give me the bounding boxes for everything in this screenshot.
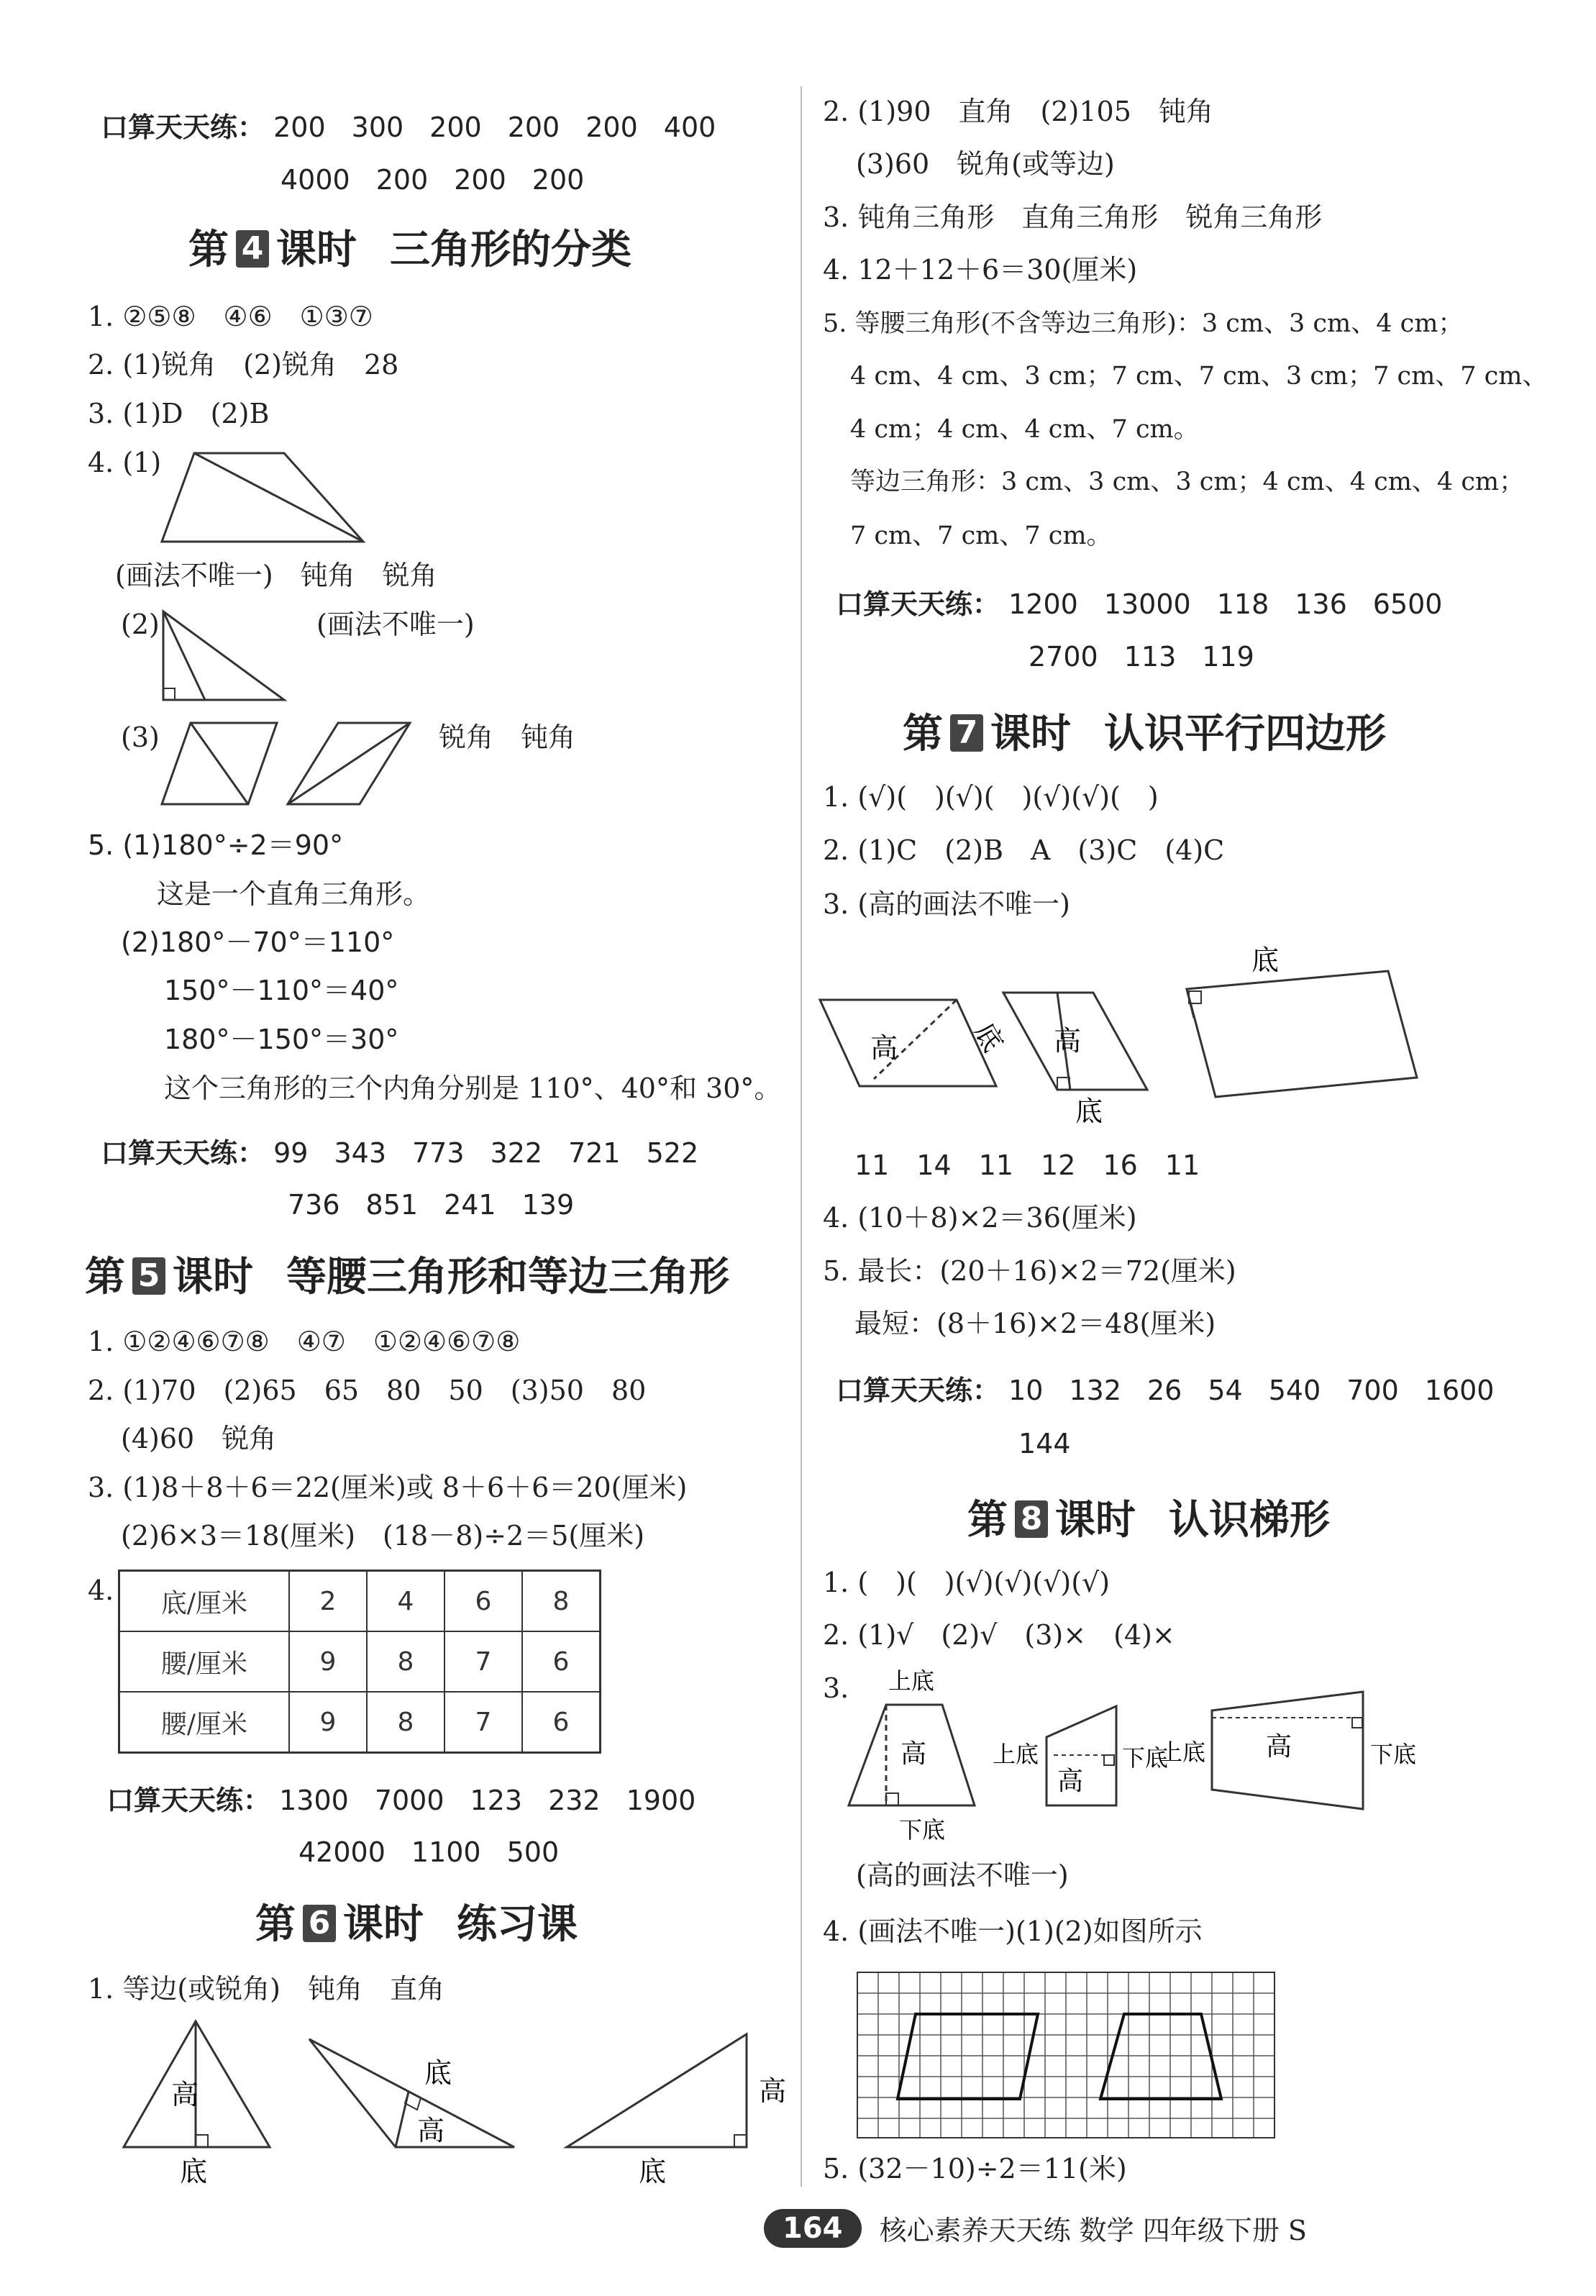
kousuan-5-row2: 42000 1100 500	[298, 1836, 560, 1868]
tz1-xiadi-label: 下底	[899, 1816, 946, 1844]
l8-note: (高的画法不唯一)	[856, 1859, 1069, 1891]
kousuan-0-row1: 口算天天练： 200 300 200 200 200 400	[101, 111, 716, 143]
l7-q1: 1. (√)( )(√)( )(√)(√)( )	[823, 781, 1159, 813]
l4-q4-3: (3)	[121, 721, 160, 753]
table-row: 腰/厘米 9 8 7 6	[119, 1692, 601, 1753]
tz2-shangdi-label: 上底	[993, 1741, 1039, 1768]
l4-q4-note2: (画法不唯一)	[316, 609, 475, 640]
column-divider	[801, 86, 802, 2187]
l5-q1: 1. ①②④⑥⑦⑧ ④⑦ ①②④⑥⑦⑧	[88, 1326, 521, 1357]
kousuan-7-row1: 口算天天练： 10 132 26 54 540 700 1600	[836, 1375, 1495, 1406]
l7-q5a: 5. 最长：(20＋16)×2＝72(厘米)	[823, 1255, 1236, 1287]
l4-q1: 1. ②⑤⑧ ④⑥ ①③⑦	[88, 301, 373, 332]
kousuan-7-row2: 144	[1018, 1428, 1071, 1459]
l8-grid-figure	[856, 1971, 1277, 2144]
trapezoid-figure	[158, 450, 367, 550]
l8-trapezoids-figure	[849, 1662, 1496, 1844]
r-q2b: (3)60 锐角(或等边)	[856, 148, 1115, 180]
l7-q3: 3. (高的画法不唯一)	[823, 888, 1070, 920]
fig1-gao-label: 高	[171, 2079, 199, 2110]
l7-q4: 4. (10＋8)×2＝36(厘米)	[823, 1202, 1137, 1234]
l8-q5: 5. (32－10)÷2＝11(米)	[823, 2153, 1127, 2185]
l4-q5-3: (2)180°－70°＝110°	[121, 926, 395, 958]
fig2-gao-label: 高	[417, 2115, 445, 2146]
tz1-shangdi-label: 上底	[888, 1667, 935, 1695]
pg2-di-label: 底	[1075, 1095, 1103, 1127]
l4-q5-6: 这个三角形的三个内角分别是 110°、40°和 30°。	[164, 1072, 782, 1104]
l4-q4-ans3: 锐角 钝角	[439, 721, 576, 753]
l6-triangles-figure	[115, 2014, 787, 2187]
l4-q4-1: 4. (1)	[88, 447, 162, 478]
l4-q3: 3. (1)D (2)B	[88, 398, 270, 429]
kousuan-5-row1: 口算天天练： 1300 7000 123 232 1900	[106, 1785, 696, 1816]
right-triangle-figure	[155, 608, 291, 705]
tz3-shangdi-label: 上底	[1159, 1739, 1206, 1766]
pg1-di-label: 底	[968, 1017, 1010, 1057]
l4-q4-note1: (画法不唯一) 钝角 锐角	[115, 560, 437, 591]
r-q4: 4. 12＋12＋6＝30(厘米)	[823, 254, 1138, 286]
r-q5e: 7 cm、7 cm、7 cm。	[850, 521, 1112, 550]
pg2-gao-label: 高	[1054, 1025, 1082, 1057]
lesson-6-heading: 第 6 课时 练习课	[255, 1900, 578, 1948]
l4-q4-2: (2)	[121, 609, 160, 640]
l8-q1: 1. ( )( )(√)(√)(√)(√)	[823, 1567, 1111, 1598]
l7-q5b: 最短：(8＋16)×2＝48(厘米)	[854, 1308, 1216, 1339]
lesson-5-heading: 第 5 课时 等腰三角形和等边三角形	[85, 1253, 729, 1300]
tz2-xiadi-label: 下底	[1122, 1744, 1169, 1772]
l5-q4: 4.	[88, 1575, 114, 1606]
l8-q2: 2. (1)√ (2)√ (3)× (4)×	[823, 1619, 1175, 1651]
fig2-di-label: 底	[424, 2057, 452, 2089]
r-q5d: 等边三角形：3 cm、3 cm、3 cm；4 cm、4 cm、4 cm；	[850, 468, 1525, 496]
r-q3: 3. 钝角三角形 直角三角形 锐角三角形	[823, 201, 1323, 233]
kousuan-4-row1: 口算天天练： 99 343 773 322 721 522	[101, 1137, 699, 1169]
l7-nums: 11 14 11 12 16 11	[854, 1149, 1200, 1181]
lesson-4-heading: 第 4 课时 三角形的分类	[188, 226, 631, 273]
l4-q2: 2. (1)锐角 (2)锐角 28	[88, 349, 399, 381]
lesson-7-heading: 第 7 课时 认识平行四边形	[903, 710, 1386, 757]
l5-q3b: (2)6×3＝18(厘米) (18－8)÷2＝5(厘米)	[121, 1520, 645, 1552]
r-q5a: 5. 等腰三角形(不含等边三角形)：3 cm、3 cm、4 cm；	[823, 309, 1464, 338]
tz3-xiadi-label: 下底	[1370, 1741, 1417, 1768]
fig3-di-label: 底	[639, 2156, 667, 2187]
book-title: 核心素养天天练 数学 四年级下册 S	[879, 2215, 1307, 2246]
fig3-gao-label: 高	[759, 2075, 787, 2107]
parallelograms-figure	[162, 719, 421, 809]
kousuan-4-row2: 736 851 241 139	[288, 1189, 575, 1221]
page-number: 164	[764, 2209, 862, 2248]
l4-q5-5: 180°－150°＝30°	[164, 1024, 399, 1055]
l5-q3a: 3. (1)8＋8＋6＝22(厘米)或 8＋6＋6＝20(厘米)	[88, 1472, 688, 1503]
l7-parallelograms-figure	[820, 944, 1438, 1127]
l7-q2: 2. (1)C (2)B A (3)C (4)C	[823, 834, 1225, 866]
fig1-di-label: 底	[180, 2156, 208, 2187]
l8-q4: 4. (画法不唯一)(1)(2)如图所示	[823, 1915, 1203, 1947]
table-row: 腰/厘米 9 8 7 6	[119, 1631, 601, 1692]
page-footer	[764, 2208, 1307, 2254]
tz3-gao-label: 高	[1266, 1732, 1292, 1762]
lesson-8-heading: 第 8 课时 认识梯形	[967, 1496, 1330, 1544]
tz1-gao-label: 高	[900, 1739, 927, 1769]
l8-q3: 3.	[823, 1672, 849, 1704]
r-q2a: 2. (1)90 直角 (2)105 钝角	[823, 96, 1213, 127]
r-q5c: 4 cm；4 cm、4 cm、7 cm。	[850, 415, 1199, 444]
l4-q5-2: 这是一个直角三角形。	[157, 878, 431, 910]
pg3-di-label: 底	[1251, 944, 1280, 976]
kousuan-6-row2: 2700 113 119	[1029, 641, 1254, 673]
table-row: 底/厘米 2 4 6 8	[119, 1571, 601, 1632]
l5-q2a: 2. (1)70 (2)65 65 80 50 (3)50 80	[88, 1375, 647, 1406]
kousuan-6-row1: 口算天天练： 1200 13000 118 136 6500	[836, 588, 1443, 620]
l4-q5-4: 150°－110°＝40°	[164, 975, 399, 1006]
l4-q5-1: 5. (1)180°÷2＝90°	[88, 829, 344, 861]
l5-q2b: (4)60 锐角	[121, 1423, 277, 1454]
tz2-gao-label: 高	[1057, 1767, 1084, 1796]
r-q5b: 4 cm、4 cm、3 cm；7 cm、7 cm、3 cm；7 cm、7 cm、	[850, 362, 1548, 391]
l6-q1: 1. 等边(或锐角) 钝角 直角	[88, 1973, 444, 2005]
l5-table	[118, 1570, 601, 1754]
kousuan-0-row2: 4000 200 200 200	[281, 164, 585, 196]
pg1-gao-label: 高	[870, 1032, 898, 1064]
